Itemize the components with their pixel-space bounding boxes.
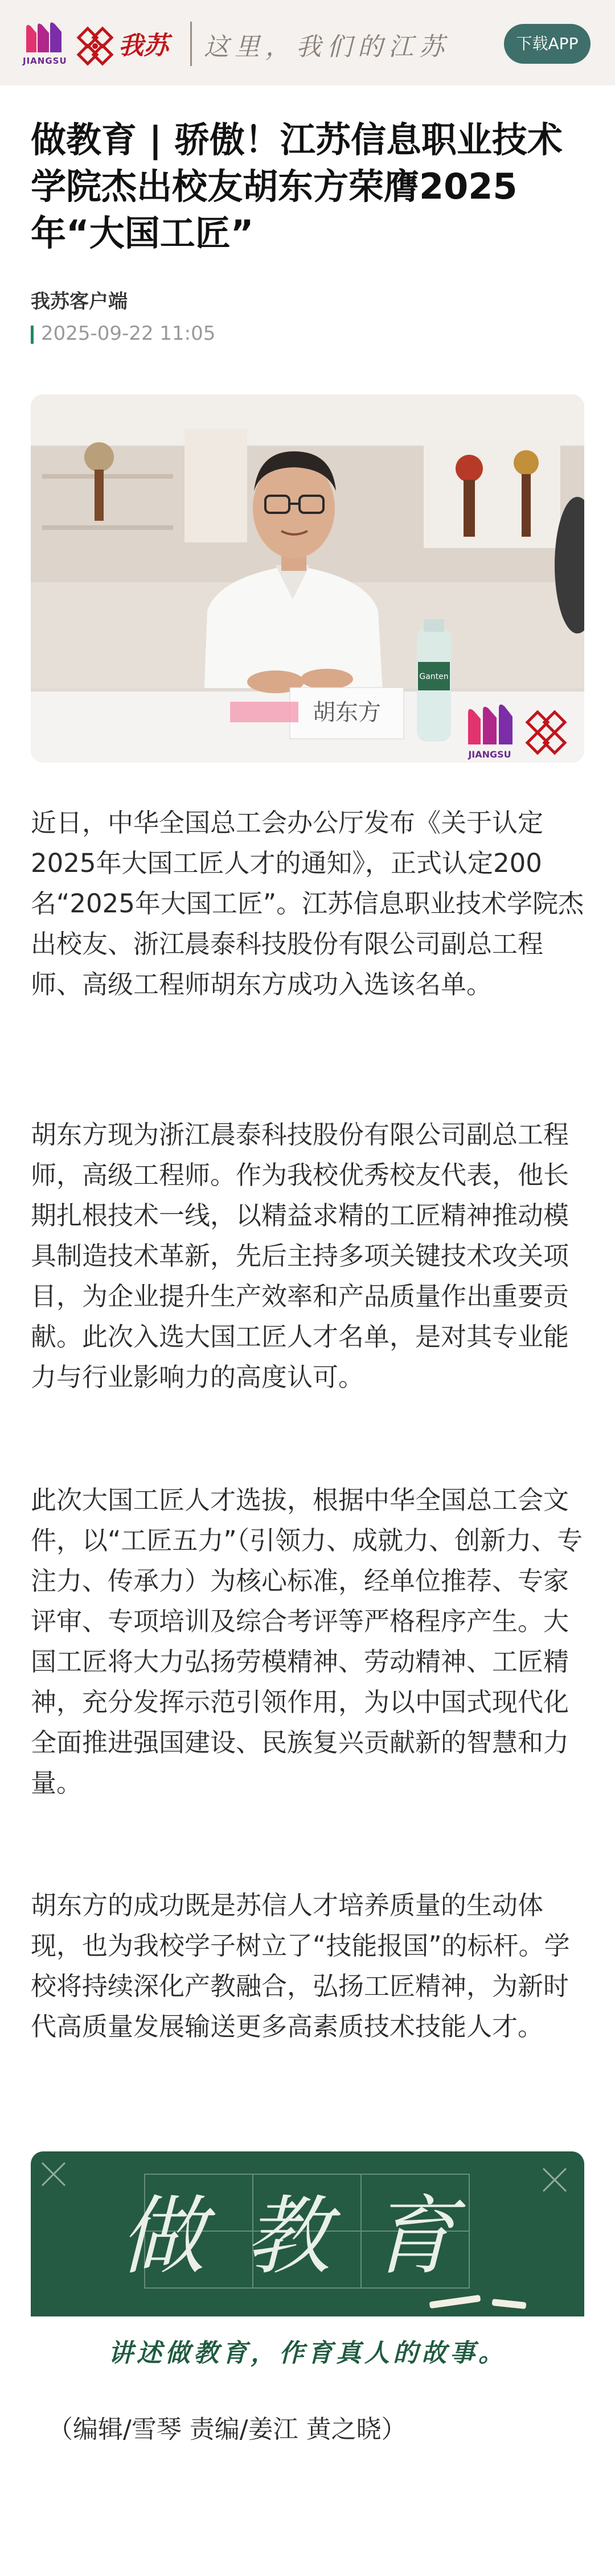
nameplate-text: 胡东方 — [313, 699, 381, 726]
hero-photo[interactable] — [31, 394, 584, 763]
hero-photo-illustration — [31, 394, 584, 763]
logo-caption: JIANGSU — [23, 56, 67, 66]
article-source: 我苏客户端 — [31, 290, 128, 313]
paragraph-2: 胡东方现为浙江晨泰科技股份有限公司副总工程师，高级工程师。作为我校优秀校友代表，他长期扎根技术一线，以精益求精的工匠精神推动模具制造技术革新，先后主持多项关键技术攻关项目，为企业提升生产效率和产品质量作出重要贡献。此次入选大国工匠人才名单，是对其专业能力与行业影响力的高度认可。 — [31, 1120, 569, 1392]
knot-logo-icon — [74, 23, 116, 66]
download-app-button[interactable]: 下载APP — [504, 24, 591, 64]
header-divider — [190, 22, 192, 66]
banner-title: 做教育 — [119, 2187, 495, 2286]
bottle-label: Ganten — [419, 672, 449, 681]
paragraph-3: 此次大国工匠人才选拔，根据中华全国总工会文件，以“工匠五力”（引领力、成就力、创新力、专注力、传承力）为核心标准，经单位推荐、专家评审、专项培训及综合考评等严格程序产生。大国工匠将大力弘扬劳模精神、劳动精神、工匠精神，充分发挥示范引领作用，为以中国式现代化全面推进强国建设、民族复兴贡献新的智慧和力量。 — [31, 1485, 583, 1798]
watermark-caption: JIANGSU — [468, 749, 511, 760]
paragraph-1: 近日，中华全国总工会办公厅发布《关于认定2025年大国工匠人才的通知》，正式认定200名“2025年大国工匠”。江苏信息职业技术学院杰出校友、浙江晨泰科技股份有限公司副总工程师、高级工程师胡东方成功入选该名单。 — [31, 808, 584, 999]
slogan: 这里，我们的江苏 — [204, 32, 450, 61]
top-bar — [0, 0, 615, 85]
app-name: 我苏 — [118, 31, 169, 60]
column-banner[interactable] — [31, 2151, 584, 2385]
jiangsu-logo-icon[interactable] — [24, 20, 64, 55]
publish-time: 2025-09-22 11:05 — [41, 322, 216, 345]
paragraph-4: 胡东方的成功既是苏信人才培养质量的生动体现，也为我校学子树立了“技能报国”的标杆。学校将持续深化产教融合，弘扬工匠精神，为新时代高质量发展输送更多高素质技术技能人才。 — [31, 1890, 570, 2042]
chalkboard — [31, 2151, 584, 2316]
banner-tagline: 讲述做教育，作育真人的故事。 — [108, 2339, 507, 2368]
editor-credit: （编辑/雪琴 责编/姜江 黄之晓） — [48, 2415, 407, 2444]
time-marker — [31, 326, 34, 344]
article-title: 做教育 | 骄傲！江苏信息职业技术学院杰出校友胡东方荣膺2025年“大国工匠” — [31, 119, 563, 254]
